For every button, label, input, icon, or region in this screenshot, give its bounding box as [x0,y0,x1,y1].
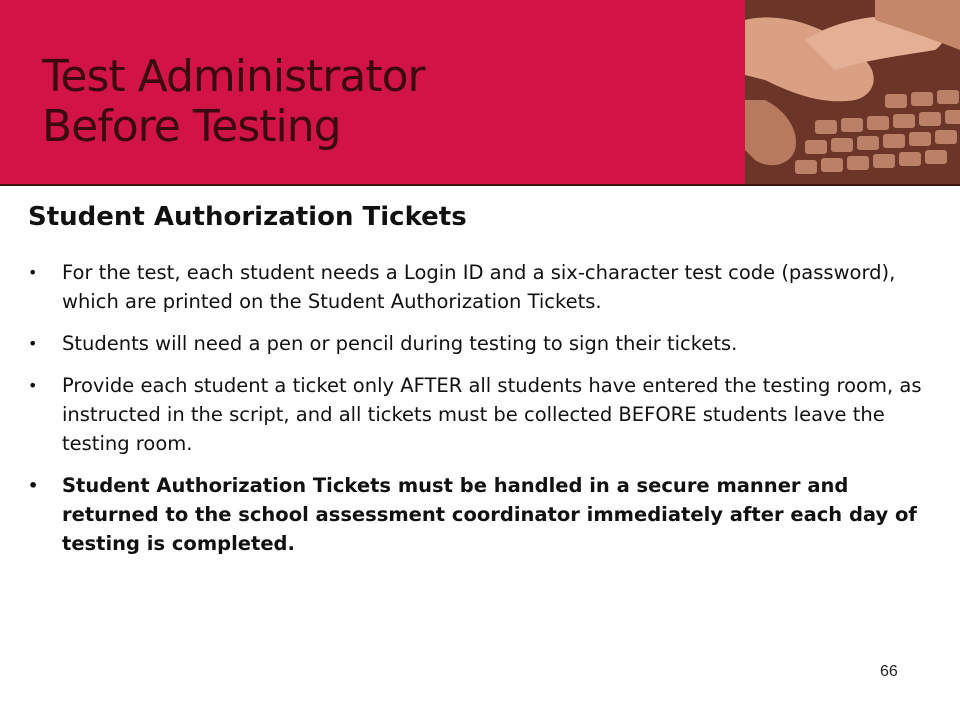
bullet-text: Students will need a pen or pencil during testing to sign their tickets. [62,332,738,355]
slide-header [0,0,960,186]
bullet-item-emphasized [28,471,928,558]
bullet-icon: • [28,476,39,495]
bullet-item [28,258,928,316]
title-line-1: Test Administrator [42,51,425,102]
bullet-icon: • [28,376,38,395]
bullet-text: For the test, each student needs a Login ID and a six-character test code (password), which are printed on the Student Authorization Tickets. [62,261,896,313]
title-line-2: Before Testing [42,101,341,152]
bullet-text: Student Authorization Tickets must be handled in a secure manner and returned to the school assessment coordinator immediately after each day of testing is completed. [62,474,917,555]
bullet-text: Provide each student a ticket only AFTER all students have entered the testing room, as instructed in the script, and all tickets must be collected BEFORE students leave the testing room. [62,374,922,455]
bullet-list [28,258,928,571]
section-heading: Student Authorization Tickets [28,202,467,232]
slide-number: 66 [880,663,898,680]
bullet-item [28,329,928,358]
bullet-item [28,371,928,458]
keyboard-photo-graphic [745,0,960,184]
header-divider [0,184,960,186]
slide-title [42,52,425,152]
keyboard-photo [745,0,960,184]
bullet-icon: • [28,263,38,282]
bullet-icon: • [28,334,38,353]
